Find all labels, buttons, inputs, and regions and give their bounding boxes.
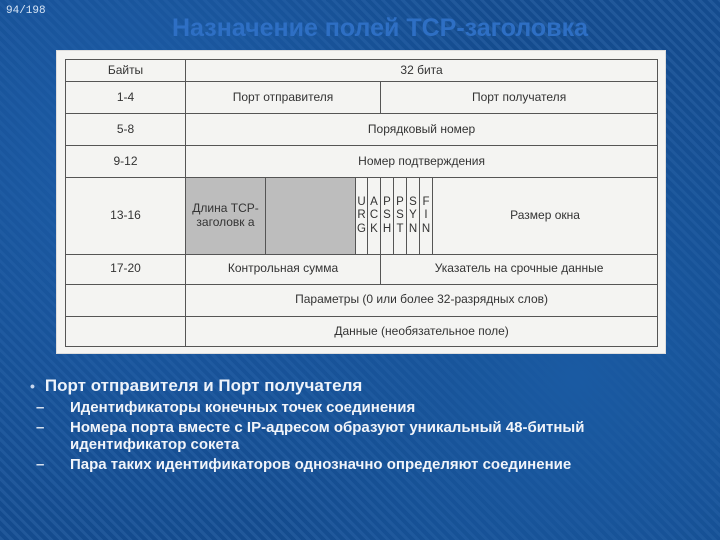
page-number: 94/198 <box>6 5 46 17</box>
dash-icon: – <box>36 419 45 436</box>
bullet-main <box>30 376 700 396</box>
flag-syn: S Y N <box>407 178 420 254</box>
flag-urg: U R G <box>356 178 368 254</box>
sub-bullet-text: Номера порта вместе с IP-адресом образуют уникальный 48-битный идентификатор сокета <box>70 419 585 453</box>
sub-bullet <box>36 456 700 473</box>
urgent-pointer-field: Указатель на срочные данные <box>381 254 658 284</box>
flag-fin: F I N <box>420 178 433 254</box>
bytes-cell <box>66 284 186 316</box>
table-row <box>66 114 658 146</box>
table-row <box>66 146 658 178</box>
table-row <box>66 178 658 254</box>
flag-ack: A C K <box>368 178 381 254</box>
flag-psh: P S H <box>381 178 394 254</box>
sub-bullet-text: Идентификаторы конечных точек соединения <box>70 399 416 416</box>
reserved-field <box>266 178 356 254</box>
bytes-header: Байты <box>66 60 186 82</box>
destination-port-field: Порт получателя <box>381 82 658 114</box>
dash-icon: – <box>36 399 45 416</box>
sub-bullet <box>36 399 700 416</box>
source-port-field: Порт отправителя <box>186 82 381 114</box>
bits-header: 32 бита <box>186 60 658 82</box>
options-field: Параметры (0 или более 32-разрядных слов) <box>186 284 658 316</box>
ack-number-field: Номер подтверждения <box>186 146 658 178</box>
bytes-cell: 17-20 <box>66 254 186 284</box>
tcp-header-table <box>65 59 658 347</box>
bytes-cell: 13-16 <box>66 178 186 254</box>
window-size-field: Размер окна <box>433 178 658 254</box>
bullet-main-text: Порт отправителя и Порт получателя <box>44 376 363 395</box>
checksum-field: Контрольная сумма <box>186 254 381 284</box>
bullet-icon: • <box>30 378 35 394</box>
data-field: Данные (необязательное поле) <box>186 316 658 346</box>
table-row <box>66 60 658 82</box>
table-row <box>66 82 658 114</box>
sequence-number-field: Порядковый номер <box>186 114 658 146</box>
bytes-cell: 9-12 <box>66 146 186 178</box>
page-title: Назначение полей TCP-заголовка <box>172 14 588 42</box>
tcp-header-diagram <box>56 50 666 354</box>
flag-pst: P S T <box>394 178 407 254</box>
dash-icon: – <box>36 456 45 473</box>
table-row <box>66 316 658 346</box>
table-row <box>66 284 658 316</box>
bullet-list <box>30 376 700 473</box>
table-row <box>66 254 658 284</box>
bytes-cell <box>66 316 186 346</box>
bytes-cell: 5-8 <box>66 114 186 146</box>
sub-bullet-text: Пара таких идентификаторов однозначно определяют соединение <box>70 456 572 473</box>
sub-bullet <box>36 419 700 453</box>
header-length-field: Длина TCP-заголовк а <box>186 178 266 254</box>
bytes-cell: 1-4 <box>66 82 186 114</box>
